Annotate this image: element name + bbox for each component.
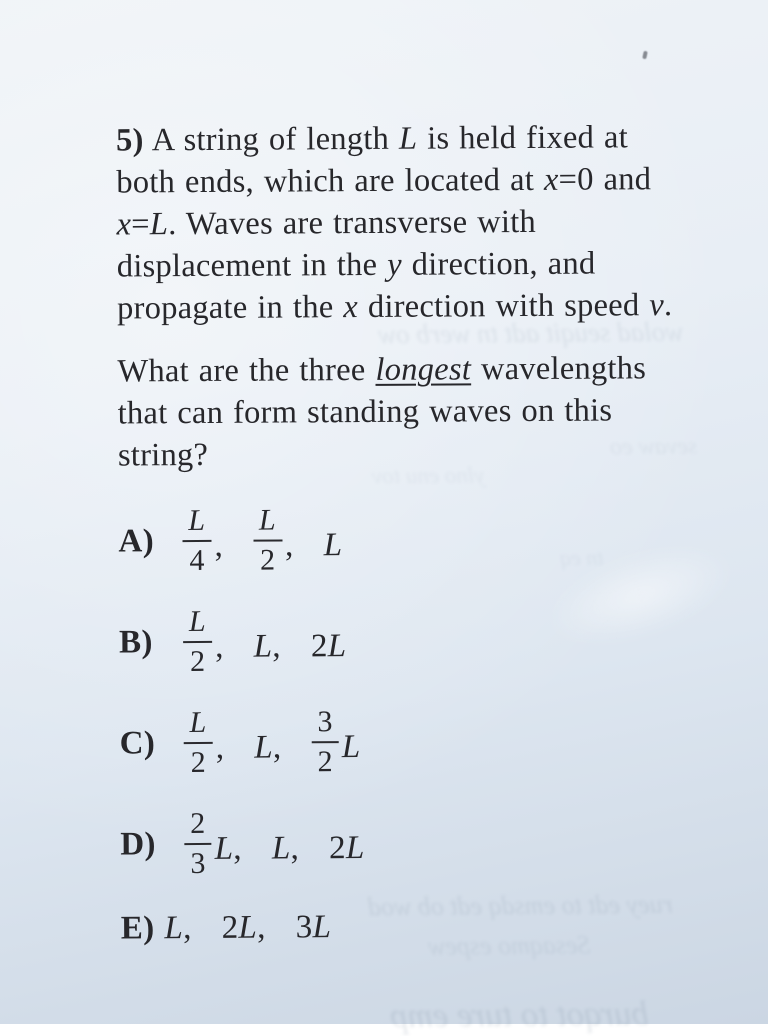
fraction: $\frac{2}{3}$ — [184, 808, 212, 881]
fraction: $\frac{L}{2}$ — [183, 606, 212, 679]
choice-D — [120, 801, 730, 885]
text-line: string? — [117, 436, 209, 474]
fraction: $\frac{L}{2}$ — [253, 504, 282, 577]
fraction-term: $\frac{L}{2}$ , — [183, 605, 224, 678]
math-term: L, — [254, 728, 282, 766]
question-text — [117, 347, 728, 477]
math-term: 3L — [295, 908, 332, 945]
choice-label: D) — [120, 825, 156, 862]
bleed-through-text: ruey edt to emsdq edt ob wod — [367, 889, 673, 922]
bleed-through-text: tn eq — [559, 544, 604, 571]
math-term: L, — [164, 909, 192, 946]
text-line: propagate in the x direction with speed v. — [116, 287, 673, 327]
choice-A — [118, 498, 728, 582]
answer-choices — [118, 498, 731, 952]
math-term: 2L — [310, 627, 347, 664]
text-line: 5) A string of length L is held fixed at — [115, 119, 629, 159]
page-content — [116, 116, 731, 973]
fraction-term: $\frac{3}{2}$ L — [311, 706, 360, 779]
fraction: $\frac{3}{2}$ — [311, 706, 339, 779]
bleed-through-text: burqot to ture emp — [389, 993, 650, 1036]
text-line: both ends, which are located at x=0 and — [116, 161, 652, 201]
fraction-term: $\frac{L}{4}$ , — [182, 504, 223, 577]
text-line: x=L. Waves are transverse with — [116, 203, 537, 243]
math-term: L, — [253, 627, 282, 665]
text-line: displacement in the y direction, and — [116, 245, 596, 285]
fraction-term: $\frac{L}{2}$ , — [184, 706, 225, 779]
text-line: that can form standing waves on this — [117, 392, 613, 432]
choice-label: E) — [120, 909, 155, 946]
choice-label: A) — [118, 522, 155, 559]
fraction-term: $\frac{L}{2}$ , — [253, 504, 294, 577]
math-term: 2L, — [221, 909, 266, 946]
fraction: $\frac{L}{4}$ — [182, 505, 211, 578]
bleed-through-text: sevaw eo — [609, 433, 698, 461]
paper-speck-mark — [642, 51, 648, 60]
choice-B — [119, 599, 729, 683]
choice-E — [121, 902, 731, 952]
fraction-term: $\frac{2}{3}$ L, — [184, 807, 242, 880]
choice-label: C) — [119, 724, 156, 761]
bleed-through-text: Sesaqmo espew — [427, 930, 591, 961]
problem-statement — [116, 116, 727, 330]
math-term: L — [323, 526, 343, 563]
text-line: What are the three longest wavelengths — [117, 350, 647, 390]
choice-label: B) — [119, 623, 153, 660]
math-term: 2L — [329, 829, 365, 866]
choice-C — [119, 700, 729, 784]
bleed-through-text: ylno enu tov — [371, 462, 485, 489]
bleed-through-text: wolad seuqit adt tn werb ow — [377, 316, 684, 350]
math-term: L, — [271, 829, 300, 867]
fraction: $\frac{L}{2}$ — [184, 707, 213, 780]
